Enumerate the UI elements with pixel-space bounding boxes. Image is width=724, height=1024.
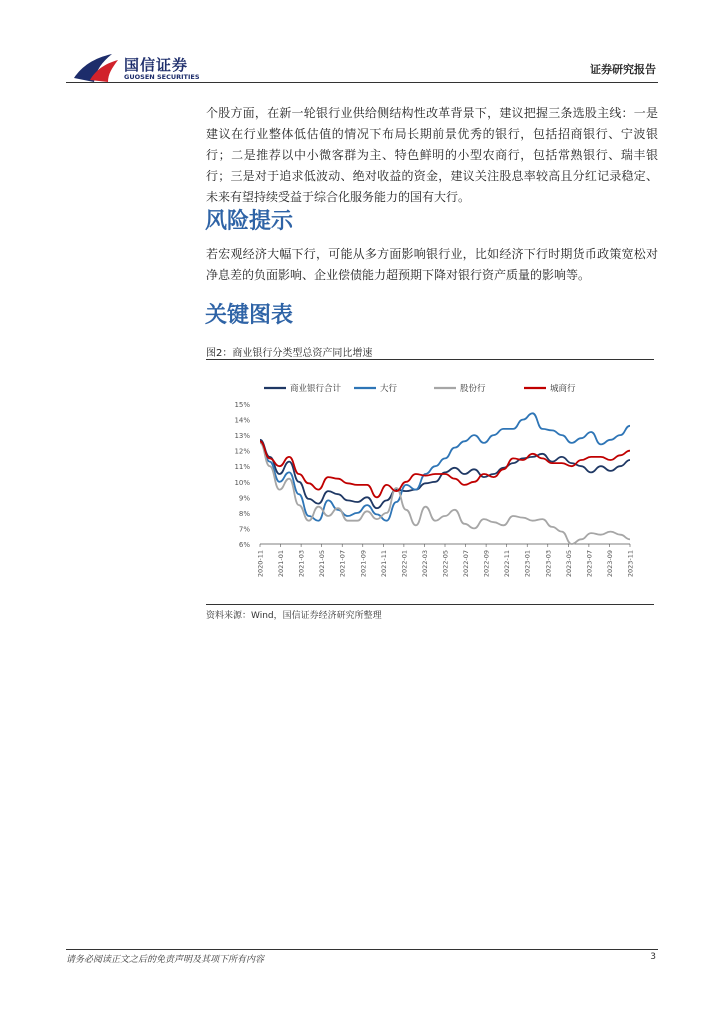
figure-title: 图2：商业银行分类型总资产同比增速 — [206, 348, 373, 359]
x-tick-label: 2023-03 — [544, 550, 553, 578]
x-tick-label: 2021-07 — [338, 550, 347, 578]
legend-label-3: 股份行 — [460, 384, 486, 394]
x-tick-label: 2021-01 — [277, 550, 286, 578]
x-tick-label: 2021-09 — [359, 550, 368, 578]
legend-label-1: 商业银行合计 — [290, 384, 342, 394]
logo-mark-icon — [72, 52, 122, 84]
chart-series — [260, 413, 630, 544]
y-tick-label: 10% — [234, 478, 250, 487]
footer-divider — [66, 949, 658, 950]
stock-selection-paragraph: 个股方面，在新一轮银行业供给侧结构性改革背景下，建议把握三条选股主线：一是建议在行业整体低估值的情况下布局长期前景优秀的银行，包括招商银行、宁波银行；二是推荐以中小微客群为主、特色鲜明的小型农商行，包括常熟银行、瑞丰银行；三是对于追求低波动、绝对收益的资金，建议关注股息率较高且分红记录稳定、未来有望持续受益于综合化服务能力的国有大行。 — [206, 106, 658, 204]
x-tick-label: 2021-03 — [297, 550, 306, 578]
x-tick-label: 2023-01 — [523, 550, 532, 578]
x-tick-label: 2022-03 — [420, 550, 429, 578]
x-tick-label: 2022-05 — [441, 550, 450, 578]
figure-bottom-rule — [206, 604, 654, 605]
risk-heading: 风险提示 — [205, 209, 294, 234]
x-tick-label: 2023-09 — [605, 550, 614, 578]
footer-disclaimer: 请务必阅读正文之后的免责声明及其项下所有内容 — [66, 955, 265, 965]
logo-english-text: GUOSEN SECURITIES — [124, 73, 200, 81]
legend-label-4: 城商行 — [550, 384, 576, 394]
y-axis — [234, 401, 250, 549]
guosen-logo — [72, 52, 202, 86]
header-divider — [66, 82, 658, 83]
y-tick-label: 9% — [238, 494, 250, 503]
y-tick-label: 15% — [234, 401, 250, 409]
x-tick-label: 2022-11 — [503, 550, 512, 578]
series-line-4 — [260, 441, 630, 497]
chart-legend — [264, 383, 576, 394]
y-tick-label: 14% — [234, 416, 250, 425]
figure-source: 资料来源：Wind，国信证券经济研究所整理 — [206, 611, 382, 621]
series-line-2 — [260, 413, 630, 520]
y-tick-label: 8% — [238, 509, 250, 518]
x-tick-label: 2022-09 — [482, 550, 491, 578]
y-tick-label: 12% — [234, 447, 250, 456]
y-tick-label: 7% — [238, 525, 250, 534]
x-axis — [257, 544, 635, 577]
y-tick-label: 13% — [234, 432, 250, 441]
x-tick-label: 2020-11 — [256, 550, 265, 578]
logo-chinese-text: 国信证券 — [124, 56, 189, 74]
asset-growth-line-chart — [206, 362, 654, 602]
x-tick-label: 2022-01 — [400, 550, 409, 578]
x-tick-label: 2023-05 — [564, 550, 573, 578]
figure-top-rule — [206, 359, 654, 360]
risk-paragraph: 若宏观经济大幅下行，可能从多方面影响银行业，比如经济下行时期货币政策宽松对净息差的负面影响、企业偿债能力超预期下降对银行资产质量的影响等。 — [206, 247, 658, 282]
x-tick-label: 2023-07 — [585, 550, 594, 578]
y-tick-label: 6% — [238, 541, 250, 549]
report-type-label: 证券研究报告 — [590, 63, 656, 76]
legend-label-2: 大行 — [380, 384, 398, 394]
x-tick-label: 2023-11 — [626, 550, 635, 578]
x-tick-label: 2022-07 — [462, 550, 471, 578]
y-tick-label: 11% — [234, 463, 250, 472]
page-number: 3 — [650, 952, 656, 962]
x-tick-label: 2021-11 — [379, 550, 388, 578]
x-tick-label: 2021-05 — [318, 550, 327, 578]
key-charts-heading: 关键图表 — [205, 303, 294, 328]
